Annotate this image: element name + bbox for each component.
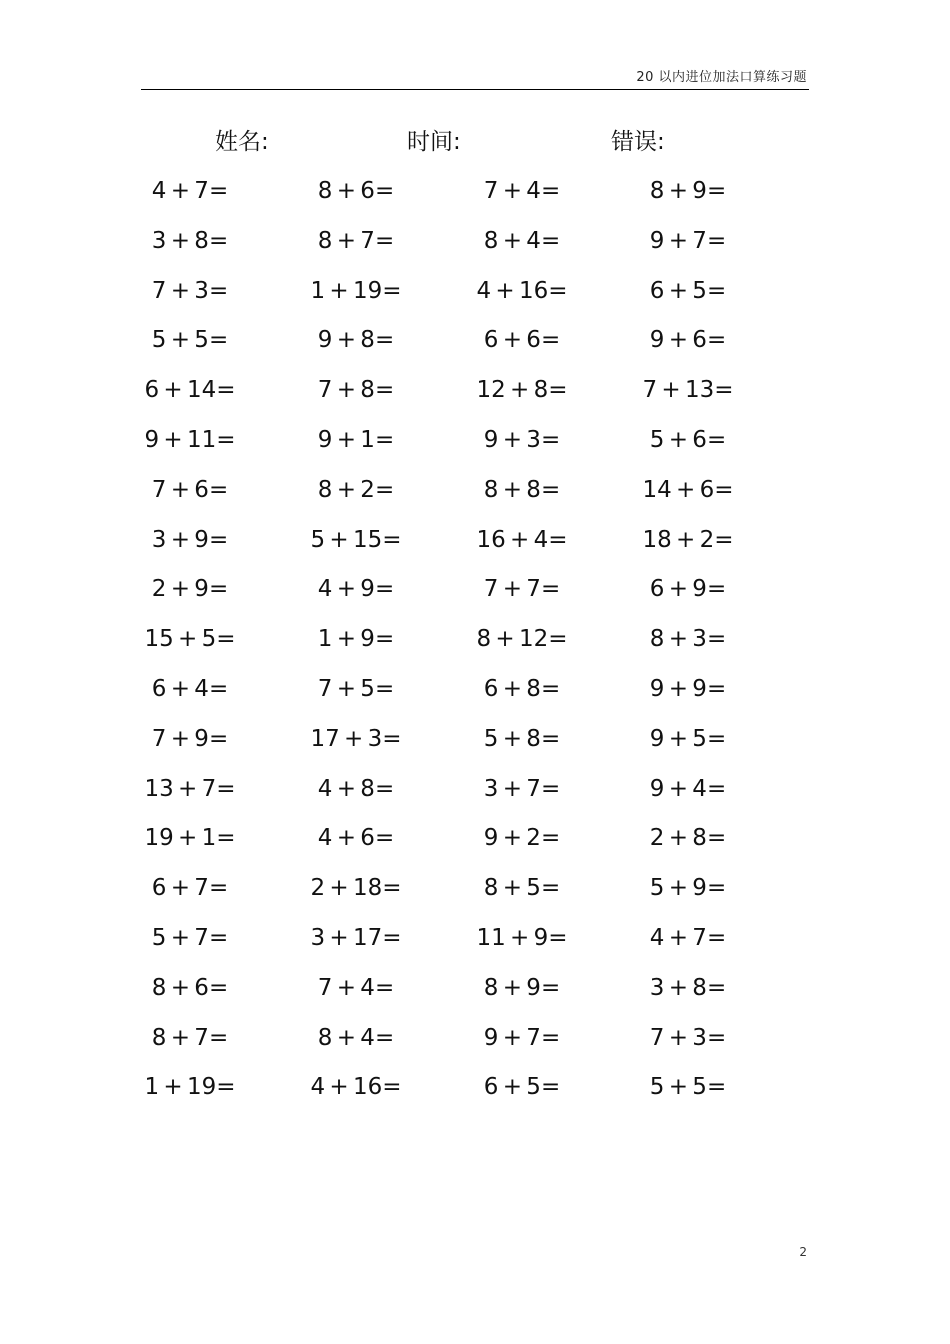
errors-label: 错误: bbox=[611, 129, 665, 155]
header-rule bbox=[141, 89, 809, 90]
problem-item: 2 + 9= bbox=[151, 576, 229, 603]
header-title: 20 以内进位加法口算练习题 bbox=[636, 70, 807, 85]
problem-item: 8 + 12= bbox=[476, 626, 568, 653]
problem-row bbox=[0, 422, 950, 472]
problem-item: 7 + 3= bbox=[649, 1024, 727, 1051]
problem-item: 4 + 8= bbox=[317, 775, 395, 802]
problem-item: 6 + 14= bbox=[144, 377, 236, 404]
problem-item: 5 + 9= bbox=[649, 875, 727, 902]
problem-item: 6 + 6= bbox=[483, 327, 561, 354]
problem-item: 8 + 5= bbox=[483, 875, 561, 902]
problem-item: 7 + 4= bbox=[483, 178, 561, 204]
problem-item: 7 + 4= bbox=[317, 974, 395, 1001]
problem-item: 9 + 7= bbox=[649, 227, 727, 254]
problem-row bbox=[0, 273, 950, 323]
student-info-row bbox=[0, 126, 950, 158]
problem-item: 8 + 3= bbox=[649, 626, 727, 653]
problem-item: 3 + 17= bbox=[310, 924, 402, 951]
problem-item: 8 + 7= bbox=[151, 1024, 229, 1051]
problem-row bbox=[0, 1069, 950, 1119]
problem-row bbox=[0, 322, 950, 372]
problem-item: 5 + 5= bbox=[649, 1074, 727, 1101]
problem-item: 4 + 6= bbox=[317, 825, 395, 852]
problem-item: 3 + 8= bbox=[151, 227, 229, 254]
problem-item: 12 + 8= bbox=[476, 377, 568, 404]
problem-item: 8 + 4= bbox=[483, 227, 561, 254]
problem-item: 3 + 8= bbox=[649, 974, 727, 1001]
problem-row bbox=[0, 372, 950, 422]
problem-item: 8 + 8= bbox=[483, 476, 561, 503]
problem-item: 1 + 19= bbox=[144, 1074, 236, 1101]
problem-item: 15 + 5= bbox=[144, 626, 236, 653]
problem-row bbox=[0, 522, 950, 572]
problem-item: 7 + 8= bbox=[317, 377, 395, 404]
problem-item: 1 + 19= bbox=[310, 277, 402, 304]
problem-item: 9 + 11= bbox=[144, 426, 236, 453]
problem-item: 2 + 18= bbox=[310, 875, 402, 902]
problem-item: 8 + 6= bbox=[317, 178, 395, 204]
problem-item: 7 + 7= bbox=[483, 576, 561, 603]
problem-item: 7 + 6= bbox=[151, 476, 229, 503]
problem-item: 9 + 7= bbox=[483, 1024, 561, 1051]
problem-item: 5 + 7= bbox=[151, 924, 229, 951]
problem-item: 6 + 9= bbox=[649, 576, 727, 603]
problem-row bbox=[0, 671, 950, 721]
problem-row bbox=[0, 721, 950, 771]
problem-row bbox=[0, 621, 950, 671]
problem-item: 14 + 6= bbox=[642, 476, 734, 503]
problem-row bbox=[0, 870, 950, 920]
problem-item: 6 + 4= bbox=[151, 675, 229, 702]
problem-item: 9 + 6= bbox=[649, 327, 727, 354]
problem-item: 5 + 5= bbox=[151, 327, 229, 354]
problem-item: 3 + 7= bbox=[483, 775, 561, 802]
problem-item: 5 + 6= bbox=[649, 426, 727, 453]
problem-item: 9 + 5= bbox=[649, 725, 727, 752]
problem-row bbox=[0, 1020, 950, 1070]
problem-item: 11 + 9= bbox=[476, 924, 568, 951]
problem-item: 7 + 13= bbox=[642, 377, 734, 404]
problem-item: 4 + 7= bbox=[649, 924, 727, 951]
problem-item: 8 + 2= bbox=[317, 476, 395, 503]
name-label: 姓名: bbox=[215, 129, 269, 155]
problem-item: 8 + 9= bbox=[649, 178, 727, 204]
problem-item: 6 + 7= bbox=[151, 875, 229, 902]
problem-item: 9 + 4= bbox=[649, 775, 727, 802]
problem-row bbox=[0, 472, 950, 522]
problem-item: 8 + 9= bbox=[483, 974, 561, 1001]
problem-item: 1 + 9= bbox=[317, 626, 395, 653]
problem-item: 2 + 8= bbox=[649, 825, 727, 852]
problem-item: 5 + 15= bbox=[310, 526, 402, 553]
problem-row bbox=[0, 173, 950, 223]
problem-row bbox=[0, 223, 950, 273]
problem-item: 7 + 3= bbox=[151, 277, 229, 304]
problem-item: 13 + 7= bbox=[144, 775, 236, 802]
problem-item: 4 + 16= bbox=[476, 277, 568, 304]
problem-item: 6 + 5= bbox=[483, 1074, 561, 1101]
problem-item: 5 + 8= bbox=[483, 725, 561, 752]
problem-row bbox=[0, 571, 950, 621]
problem-item: 9 + 2= bbox=[483, 825, 561, 852]
problem-row bbox=[0, 820, 950, 870]
problem-item: 4 + 9= bbox=[317, 576, 395, 603]
problem-item: 6 + 8= bbox=[483, 675, 561, 702]
problem-item: 3 + 9= bbox=[151, 526, 229, 553]
problem-item: 4 + 7= bbox=[151, 178, 229, 204]
problem-item: 19 + 1= bbox=[144, 825, 236, 852]
problem-item: 17 + 3= bbox=[310, 725, 402, 752]
problem-item: 8 + 7= bbox=[317, 227, 395, 254]
problem-grid bbox=[0, 173, 950, 1119]
problem-item: 8 + 6= bbox=[151, 974, 229, 1001]
problem-item: 7 + 5= bbox=[317, 675, 395, 702]
problem-item: 8 + 4= bbox=[317, 1024, 395, 1051]
page-number: 2 bbox=[799, 1245, 807, 1259]
problem-item: 7 + 9= bbox=[151, 725, 229, 752]
problem-item: 9 + 3= bbox=[483, 426, 561, 453]
time-label: 时间: bbox=[407, 129, 461, 155]
problem-item: 6 + 5= bbox=[649, 277, 727, 304]
problem-item: 9 + 1= bbox=[317, 426, 395, 453]
problem-item: 16 + 4= bbox=[476, 526, 568, 553]
problem-row bbox=[0, 771, 950, 821]
problem-row bbox=[0, 970, 950, 1020]
problem-item: 9 + 9= bbox=[649, 675, 727, 702]
problem-item: 4 + 16= bbox=[310, 1074, 402, 1101]
problem-item: 9 + 8= bbox=[317, 327, 395, 354]
problem-row bbox=[0, 920, 950, 970]
problem-item: 18 + 2= bbox=[642, 526, 734, 553]
